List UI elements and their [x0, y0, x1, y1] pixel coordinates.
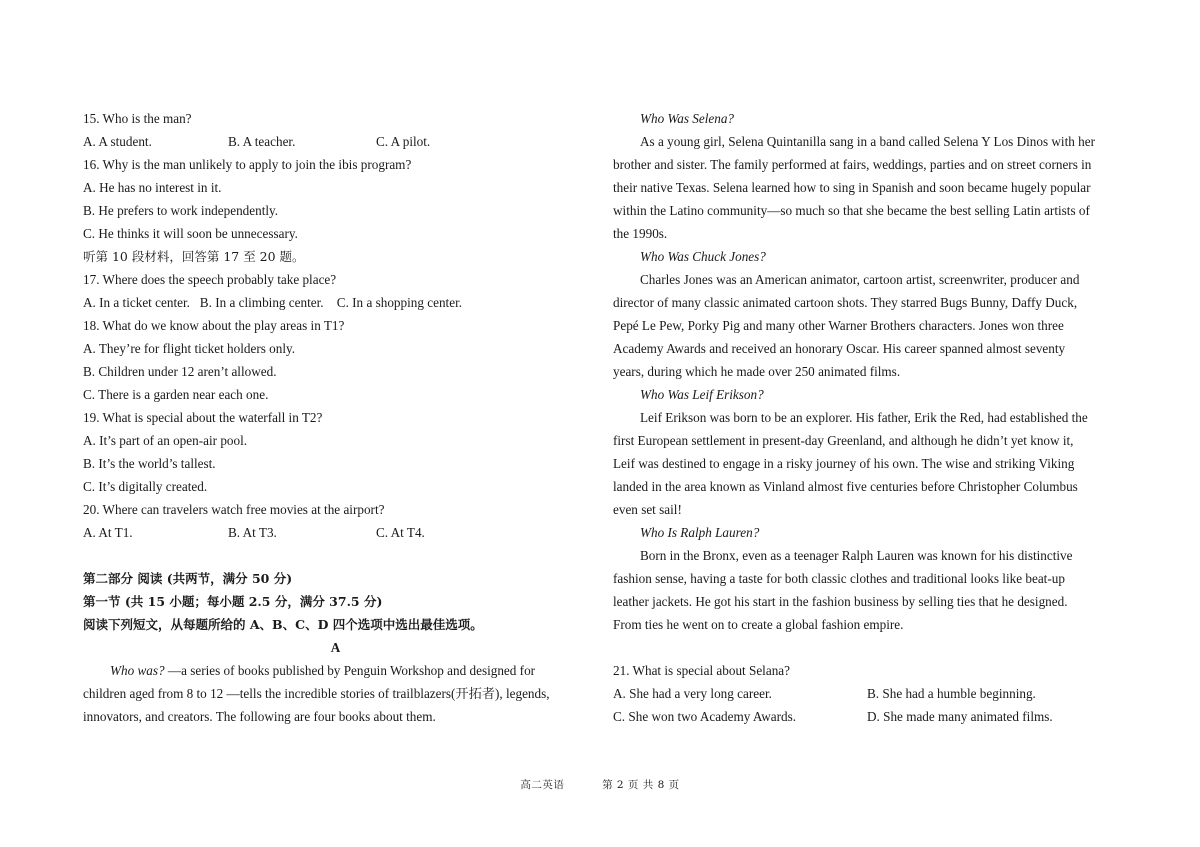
question-21-options-ab [613, 682, 1118, 705]
spacer [83, 544, 588, 567]
article-1-line-3: their native Texas. Selena learned how to sing in Spanish and soon became hugely popular [613, 180, 1091, 195]
question-18: 18. What do we know about the play areas in T1? [83, 318, 345, 333]
article-4-line-2: fashion sense, having a taste for both classic clothes and traditional looks like beat-up [613, 571, 1065, 586]
option-c: C. She won two Academy Awards. [613, 709, 797, 724]
intro-line-1 [83, 659, 588, 682]
option-b: B. A teacher. [228, 134, 296, 149]
page-footer [0, 777, 1200, 792]
option-b: B. She had a humble beginning. [867, 686, 1036, 701]
question-17: 17. Where does the speech probably take place? [83, 272, 337, 287]
article-2-heading: Who Was Chuck Jones? [640, 249, 766, 264]
listening-instruction: 听第 10 段材料，回答第 17 至 20 题。 [83, 249, 305, 264]
article-1-line-4: within the Latino community—so much so that she became the best selling Latin artists of [613, 203, 1090, 218]
article-1-line-2: brother and sister. The family performed at fairs, weddings, parties and on street corners in [613, 157, 1092, 172]
question-15: 15. Who is the man? [83, 111, 192, 126]
left-column [83, 107, 588, 728]
question-19-option-a: A. It’s part of an open-air pool. [83, 433, 248, 448]
option-c: C. A pilot. [376, 134, 431, 149]
article-4-line-3: leather jackets. He got his start in the fashion business by selling ties that he designed. [613, 594, 1068, 609]
section-title: 第一节 (共 15 小题；每小题 2.5 分，满分 37.5 分) [83, 594, 383, 609]
article-1-line-1: As a young girl, Selena Quintanilla sang in a band called Selena Y Los Dinos with her [640, 134, 1095, 149]
article-3-line-1: Leif Erikson was born to be an explorer. His father, Erik the Red, had established the [640, 410, 1088, 425]
question-18-option-c: C. There is a garden near each one. [83, 387, 269, 402]
option-b: B. At T3. [228, 525, 277, 540]
question-16: 16. Why is the man unlikely to apply to join the ibis program? [83, 157, 412, 172]
article-4-line-1: Born in the Bronx, even as a teenager Ralph Lauren was known for his distinctive [640, 548, 1073, 563]
article-2-line-2: director of many classic animated cartoon shots. They starred Bugs Bunny, Daffy Duck, [613, 295, 1078, 310]
intro-line-3: innovators, and creators. The following are four books about them. [83, 709, 436, 724]
question-19: 19. What is special about the waterfall in T2? [83, 410, 323, 425]
question-16-option-c: C. He thinks it will soon be unnecessary. [83, 226, 298, 241]
article-3-heading: Who Was Leif Erikson? [640, 387, 764, 402]
question-19-option-b: B. It’s the world’s tallest. [83, 456, 216, 471]
article-2-line-5: years, during which he made over 250 animated films. [613, 364, 901, 379]
question-18-option-b: B. Children under 12 aren’t allowed. [83, 364, 277, 379]
option-c: C. At T4. [376, 525, 425, 540]
article-2-line-3: Pepé Le Pew, Porky Pig and many other Warner Brothers characters. Jones won three [613, 318, 1064, 333]
option-a: A. At T1. [83, 525, 133, 540]
question-21-options-cd [613, 705, 1118, 728]
article-1-line-5: the 1990s. [613, 226, 668, 241]
question-18-option-a: A. They’re for flight ticket holders only. [83, 341, 296, 356]
part-title: 第二部分 阅读 (共两节，满分 50 分) [83, 571, 293, 586]
question-15-options [83, 130, 588, 153]
right-column [613, 107, 1118, 728]
footer-subject: 高二英语 [520, 779, 565, 791]
question-17-options: A. In a ticket center. B. In a climbing center. C. In a shopping center. [83, 295, 463, 310]
question-20-options [83, 521, 588, 544]
article-1-heading: Who Was Selena? [640, 111, 735, 126]
question-16-option-b: B. He prefers to work independently. [83, 203, 279, 218]
intro-text-1: —a series of books published by Penguin Workshop and designed for [164, 663, 536, 678]
article-3-line-3: Leif was destined to engage in a risky journey of his own. The wise and striking Viking [613, 456, 1075, 471]
intro-series-title: Who was? [110, 663, 165, 678]
footer-page-number: 第 2 页 共 8 页 [602, 779, 680, 791]
question-19-option-c: C. It’s digitally created. [83, 479, 208, 494]
article-4-line-4: From ties he went on to create a global fashion empire. [613, 617, 904, 632]
article-2-line-4: Academy Awards and received an honorary Oscar. His career spanned almost seventy [613, 341, 1066, 356]
reading-instruction: 阅读下列短文，从每题所给的 A、B、C、D 四个选项中选出最佳选项。 [83, 617, 483, 632]
option-a: A. A student. [83, 134, 152, 149]
article-3-line-5: even set sail! [613, 502, 682, 517]
question-16-option-a: A. He has no interest in it. [83, 180, 222, 195]
question-21: 21. What is special about Selana? [613, 663, 791, 678]
option-a: A. She had a very long career. [613, 686, 772, 701]
intro-line-2: children aged from 8 to 12 —tells the incredible stories of trailblazers(开拓者), legends, [83, 686, 550, 701]
passage-label: A [330, 640, 341, 655]
option-d: D. She made many animated films. [867, 709, 1053, 724]
article-4-heading: Who Is Ralph Lauren? [640, 525, 760, 540]
spacer [613, 636, 1118, 659]
article-3-line-2: first European settlement in present-day Greenland, and although he didn’t yet know it, [613, 433, 1074, 448]
article-3-line-4: landed in the area known as Vinland almost five centuries before Christopher Columbus [613, 479, 1078, 494]
article-2-line-1: Charles Jones was an American animator, cartoon artist, screenwriter, producer and [640, 272, 1080, 287]
question-20: 20. Where can travelers watch free movies at the airport? [83, 502, 385, 517]
